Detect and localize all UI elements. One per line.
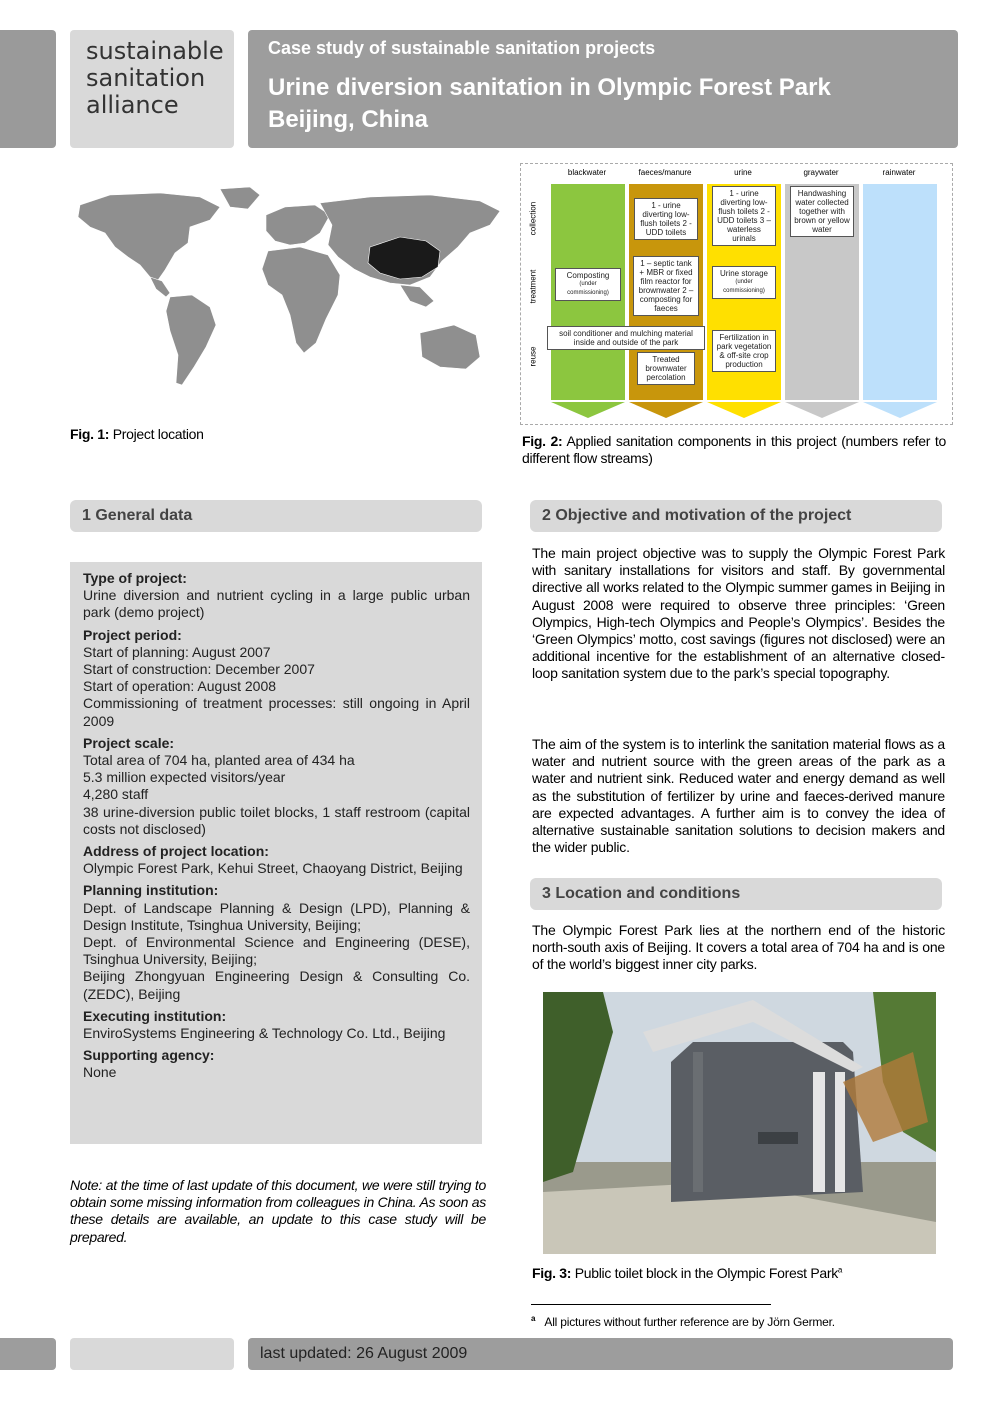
southeast-asia-shape (400, 285, 434, 307)
footnote (531, 1314, 835, 1329)
box-treatment-urine (712, 266, 776, 299)
period-label: Project period: (83, 626, 182, 643)
logo-line-2: sanitation (86, 64, 206, 92)
section-general-data: 1 General data (70, 500, 482, 532)
box-collection-faeces: 1 - urine diverting low-flush toilets 2 - UDD toilets (634, 198, 698, 240)
fig2-caption (522, 433, 946, 467)
scale-staff: 4,280 staff (83, 786, 149, 803)
footnote-mark: a (531, 1314, 536, 1323)
period-planning: Start of planning: August 2007 (83, 643, 271, 660)
col-head-blackwater: blackwater (567, 168, 607, 177)
logo-line-3: alliance (86, 91, 179, 119)
fig3-footnote-mark: a (837, 1265, 843, 1275)
composting-label: Composting (566, 271, 610, 280)
scale-visitors: 5.3 million expected visitors/year (83, 769, 286, 786)
page-title-line-1: Urine diversion sanitation in Olympic Forest Park (268, 74, 831, 101)
period-construction: Start of construction: December 2007 (83, 661, 315, 678)
period-operation: Start of operation: August 2008 (83, 678, 277, 695)
central-america-shape (150, 277, 170, 297)
planning-lpd: Dept. of Landscape Planning & Design (LPD), Planning & Design Institute, Tsinghua University, Beijing; (83, 899, 470, 933)
scale-area: Total area of 704 ha, planted area of 434 ha (83, 752, 355, 769)
cell-reuse-urine (707, 324, 781, 400)
footer-left-bar (0, 1338, 56, 1370)
scale-label: Project scale: (83, 734, 175, 751)
sanitation-diagram (520, 163, 953, 425)
footnote-text: All pictures without further reference are by Jörn Germer. (544, 1315, 835, 1329)
arrow-graywater (785, 402, 859, 418)
box-reuse-soil-conditioner: soil conditioner and mulching material inside and outside of the park (547, 326, 705, 350)
urine-storage-status: (under commissioning) (723, 279, 765, 294)
fig1-label: Fig. 1: (70, 426, 110, 442)
header-eyebrow: Case study of sustainable sanitation projects (268, 38, 656, 58)
sanitation-alliance-logo (70, 30, 234, 148)
australia-shape (420, 325, 480, 369)
location-paragraph: The Olympic Forest Park lies at the northern end of the historic north-south axis of Beijing. It covers a total area of 704 ha and is one of the world’s biggest inner city parks. (532, 922, 945, 973)
cell-treatment-graywater (785, 254, 859, 330)
cell-treatment-rainwater (863, 254, 937, 330)
address-label: Address of project location: (83, 843, 269, 860)
fig3-label: Fig. 3: (532, 1265, 572, 1281)
arrow-rainwater (863, 402, 937, 418)
col-head-rainwater: rainwater (882, 168, 916, 177)
cell-treatment-urine (707, 254, 781, 330)
box-reuse-brownwater: Treated brownwater percolation (637, 352, 695, 385)
exec-value: EnviroSystems Engineering & Technology Co. Ltd., Beijing (83, 1025, 446, 1042)
col-head-graywater: graywater (803, 168, 839, 177)
cell-collection-rainwater (863, 184, 937, 260)
col-head-urine: urine (734, 168, 752, 177)
footer-bar (248, 1338, 953, 1370)
last-updated: last updated: 26 August 2009 (260, 1345, 468, 1362)
cell-collection-faeces (629, 184, 703, 260)
fig1-text: Project location (109, 426, 204, 442)
cell-treatment-faeces (629, 254, 703, 330)
general-data-panel (70, 562, 482, 1144)
planning-dese: Dept. of Environmental Science and Engineering (DESE), Tsinghua University, Beijing; (83, 934, 470, 968)
section-objective: 2 Objective and motivation of the project (530, 500, 942, 532)
box-treatment-faeces: 1 – septic tank + MBR or fixed film reactor for brownwater 2 – composting for faeces (633, 256, 699, 316)
europe-shape (266, 205, 330, 245)
fig2-text: Applied sanitation components in this project (numbers refer to different flow streams) (522, 433, 947, 466)
page-title-line-2: Beijing, China (268, 106, 429, 133)
africa-shape (262, 247, 340, 353)
row-head-treatment: treatment (528, 269, 538, 304)
scale-toilets: 38 urine-diversion public toilet blocks, 1 staff restroom (capital costs not disclosed) (83, 803, 470, 837)
header-left-bar (0, 30, 56, 148)
page-header (248, 30, 958, 148)
type-value: Urine diversion and nutrient cycling in a large public urban park (demo project) (83, 587, 470, 621)
support-label: Supporting agency: (83, 1047, 215, 1064)
box-reuse-urine: Fertilization in park vegetation & off-site crop production (712, 330, 776, 372)
fig3-caption (532, 1265, 842, 1281)
cell-collection-graywater (785, 184, 859, 260)
box-collection-urine: 1 - urine diverting low-flush toilets 2 - UDD toilets 3 – waterless urinals (712, 186, 776, 246)
north-america-shape (78, 193, 220, 280)
cell-reuse-rainwater (863, 324, 937, 400)
world-map (70, 185, 506, 411)
planning-label: Planning institution: (83, 882, 219, 899)
logo-line-1: sustainable (86, 37, 224, 65)
period-commissioning: Commissioning of treatment processes: still ongoing in April 2009 (83, 695, 470, 729)
toilet-block-photo (543, 992, 936, 1254)
cell-collection-blackwater (551, 184, 625, 260)
planning-zedc: Beijing Zhongyuan Engineering Design & Consulting Co. (ZEDC), Beijing (83, 968, 470, 1002)
greenland-shape (220, 187, 260, 209)
type-label: Type of project: (83, 570, 187, 586)
footnote-divider (531, 1304, 771, 1305)
row-head-reuse: reuse (528, 346, 538, 367)
cell-reuse-graywater (785, 324, 859, 400)
col-head-faeces: faeces/manure (638, 168, 692, 177)
cell-collection-urine (707, 184, 781, 260)
footer-mid-bar (70, 1338, 234, 1370)
row-head-collection: collection (528, 201, 538, 236)
exec-label: Executing institution: (83, 1007, 227, 1024)
fig2-label: Fig. 2: (522, 433, 563, 449)
address-value: Olympic Forest Park, Kehui Street, Chaoyang District, Beijing (83, 860, 463, 877)
south-america-shape (166, 295, 216, 385)
update-note: Note: at the time of last update of this document, we were still trying to obtain some missing information from colleagues in China. As soon as these details are available, an update to this case study will be prepared. (70, 1177, 486, 1245)
fig1-caption (70, 426, 204, 442)
objective-paragraph-2: The aim of the system is to interlink the sanitation material flows as a water and nutrient source with the green areas of the park as a water and nutrient sink. Reduced water and energy demand as well as the substitution of fertilizer by urine and faeces-derived manure are expected advantages. A further aim is to convey the idea of alternative sustainable sanitation solutions to decision makers and the wider public. (532, 736, 945, 856)
arrow-faeces (629, 402, 703, 418)
arrow-urine (707, 402, 781, 418)
box-collection-graywater: Handwashing water collected together with brown or yellow water (790, 186, 854, 237)
objective-paragraph-1: The main project objective was to supply the Olympic Forest Park with sanitary installations for visitors and staff. By governmental directive all works related to the Olympic summer games in Beijing in August 2008 were required to observe three principles: ‘Green Olympics, High-tech Olympics and People’s Olympics’. Besides the ‘Green Olympics’ motto, cost savings (figures not disclosed) were an additional incentive for the establishment of an alternative closed-loop sanitation system due to the park’s special topography. (532, 545, 945, 682)
urine-storage-label: Urine storage (719, 269, 769, 278)
arrow-blackwater (551, 402, 625, 418)
composting-status: (under commissioning) (567, 281, 609, 296)
box-treatment-blackwater (555, 268, 621, 301)
section-location: 3 Location and conditions (530, 878, 942, 910)
support-value: None (83, 1064, 117, 1081)
cell-treatment-blackwater (551, 254, 625, 330)
fig3-text: Public toilet block in the Olympic Forest Park (571, 1265, 838, 1281)
